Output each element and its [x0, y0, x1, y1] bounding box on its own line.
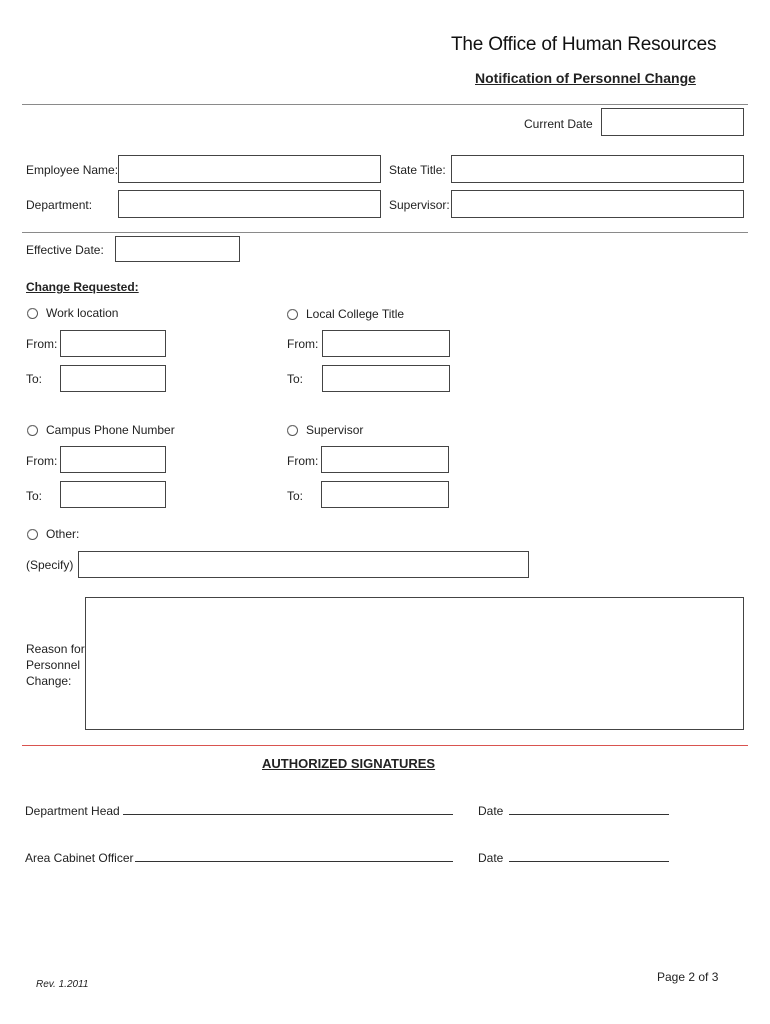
reason-textarea[interactable] [85, 597, 744, 730]
other-radio[interactable] [27, 529, 38, 540]
signature-divider [22, 745, 748, 746]
current-date-field[interactable] [601, 108, 744, 136]
area-cabinet-signature-line[interactable] [135, 861, 453, 862]
department-head-date-label: Date [478, 804, 504, 818]
authorized-signatures-heading: AUTHORIZED SIGNATURES [262, 756, 436, 771]
college-title-from-field[interactable] [322, 330, 450, 357]
campus-phone-to-field[interactable] [60, 481, 166, 508]
campus-phone-label: Campus Phone Number [46, 423, 175, 437]
employee-name-label: Employee Name: [26, 163, 119, 177]
area-cabinet-date-line[interactable] [509, 861, 669, 862]
reason-label-line2: Personnel [26, 658, 81, 672]
work-location-from-label: From: [26, 337, 58, 351]
work-location-radio[interactable] [27, 308, 38, 319]
campus-phone-from-label: From: [26, 454, 58, 468]
reason-label-line1: Reason for [26, 642, 85, 656]
page-number: Page 2 of 3 [657, 970, 719, 984]
page-title: The Office of Human Resources [451, 34, 717, 55]
state-title-field[interactable] [451, 155, 744, 183]
supervisor-to-field[interactable] [321, 481, 449, 508]
other-label: Other: [46, 527, 80, 541]
effective-date-field[interactable] [115, 236, 240, 262]
revision-label: Rev. 1.2011 [36, 979, 89, 990]
local-college-title-radio[interactable] [287, 309, 298, 320]
local-college-title-label: Local College Title [306, 307, 405, 321]
supervisor-from-field[interactable] [321, 446, 449, 473]
campus-phone-radio[interactable] [27, 425, 38, 436]
area-cabinet-date-label: Date [478, 851, 504, 865]
supervisor-from-label: From: [287, 454, 319, 468]
form-subtitle: Notification of Personnel Change [475, 70, 696, 86]
department-head-signature-line[interactable] [123, 814, 453, 815]
work-location-to-field[interactable] [60, 365, 166, 392]
supervisor-change-label: Supervisor [306, 423, 364, 437]
change-requested-heading: Change Requested: [26, 280, 139, 294]
department-head-label: Department Head [25, 804, 120, 818]
supervisor-radio[interactable] [287, 425, 298, 436]
specify-field[interactable] [78, 551, 529, 578]
work-location-from-field[interactable] [60, 330, 166, 357]
college-title-from-label: From: [287, 337, 319, 351]
specify-label: (Specify) [26, 558, 74, 572]
college-title-to-label: To: [287, 372, 304, 386]
header-divider [22, 104, 748, 105]
work-location-label: Work location [46, 306, 119, 320]
campus-phone-to-label: To: [26, 489, 43, 503]
employee-name-field[interactable] [118, 155, 381, 183]
department-head-date-line[interactable] [509, 814, 669, 815]
college-title-to-field[interactable] [322, 365, 450, 392]
department-field[interactable] [118, 190, 381, 218]
work-location-to-label: To: [26, 372, 43, 386]
department-label: Department: [26, 198, 93, 212]
current-date-label: Current Date [524, 117, 593, 131]
supervisor-field[interactable] [451, 190, 744, 218]
area-cabinet-officer-label: Area Cabinet Officer [25, 851, 134, 865]
supervisor-label: Supervisor: [389, 198, 450, 212]
reason-label-line3: Change: [26, 674, 72, 688]
section-divider [22, 232, 748, 233]
supervisor-to-label: To: [287, 489, 304, 503]
state-title-label: State Title: [389, 163, 446, 177]
campus-phone-from-field[interactable] [60, 446, 166, 473]
effective-date-label: Effective Date: [26, 243, 104, 257]
